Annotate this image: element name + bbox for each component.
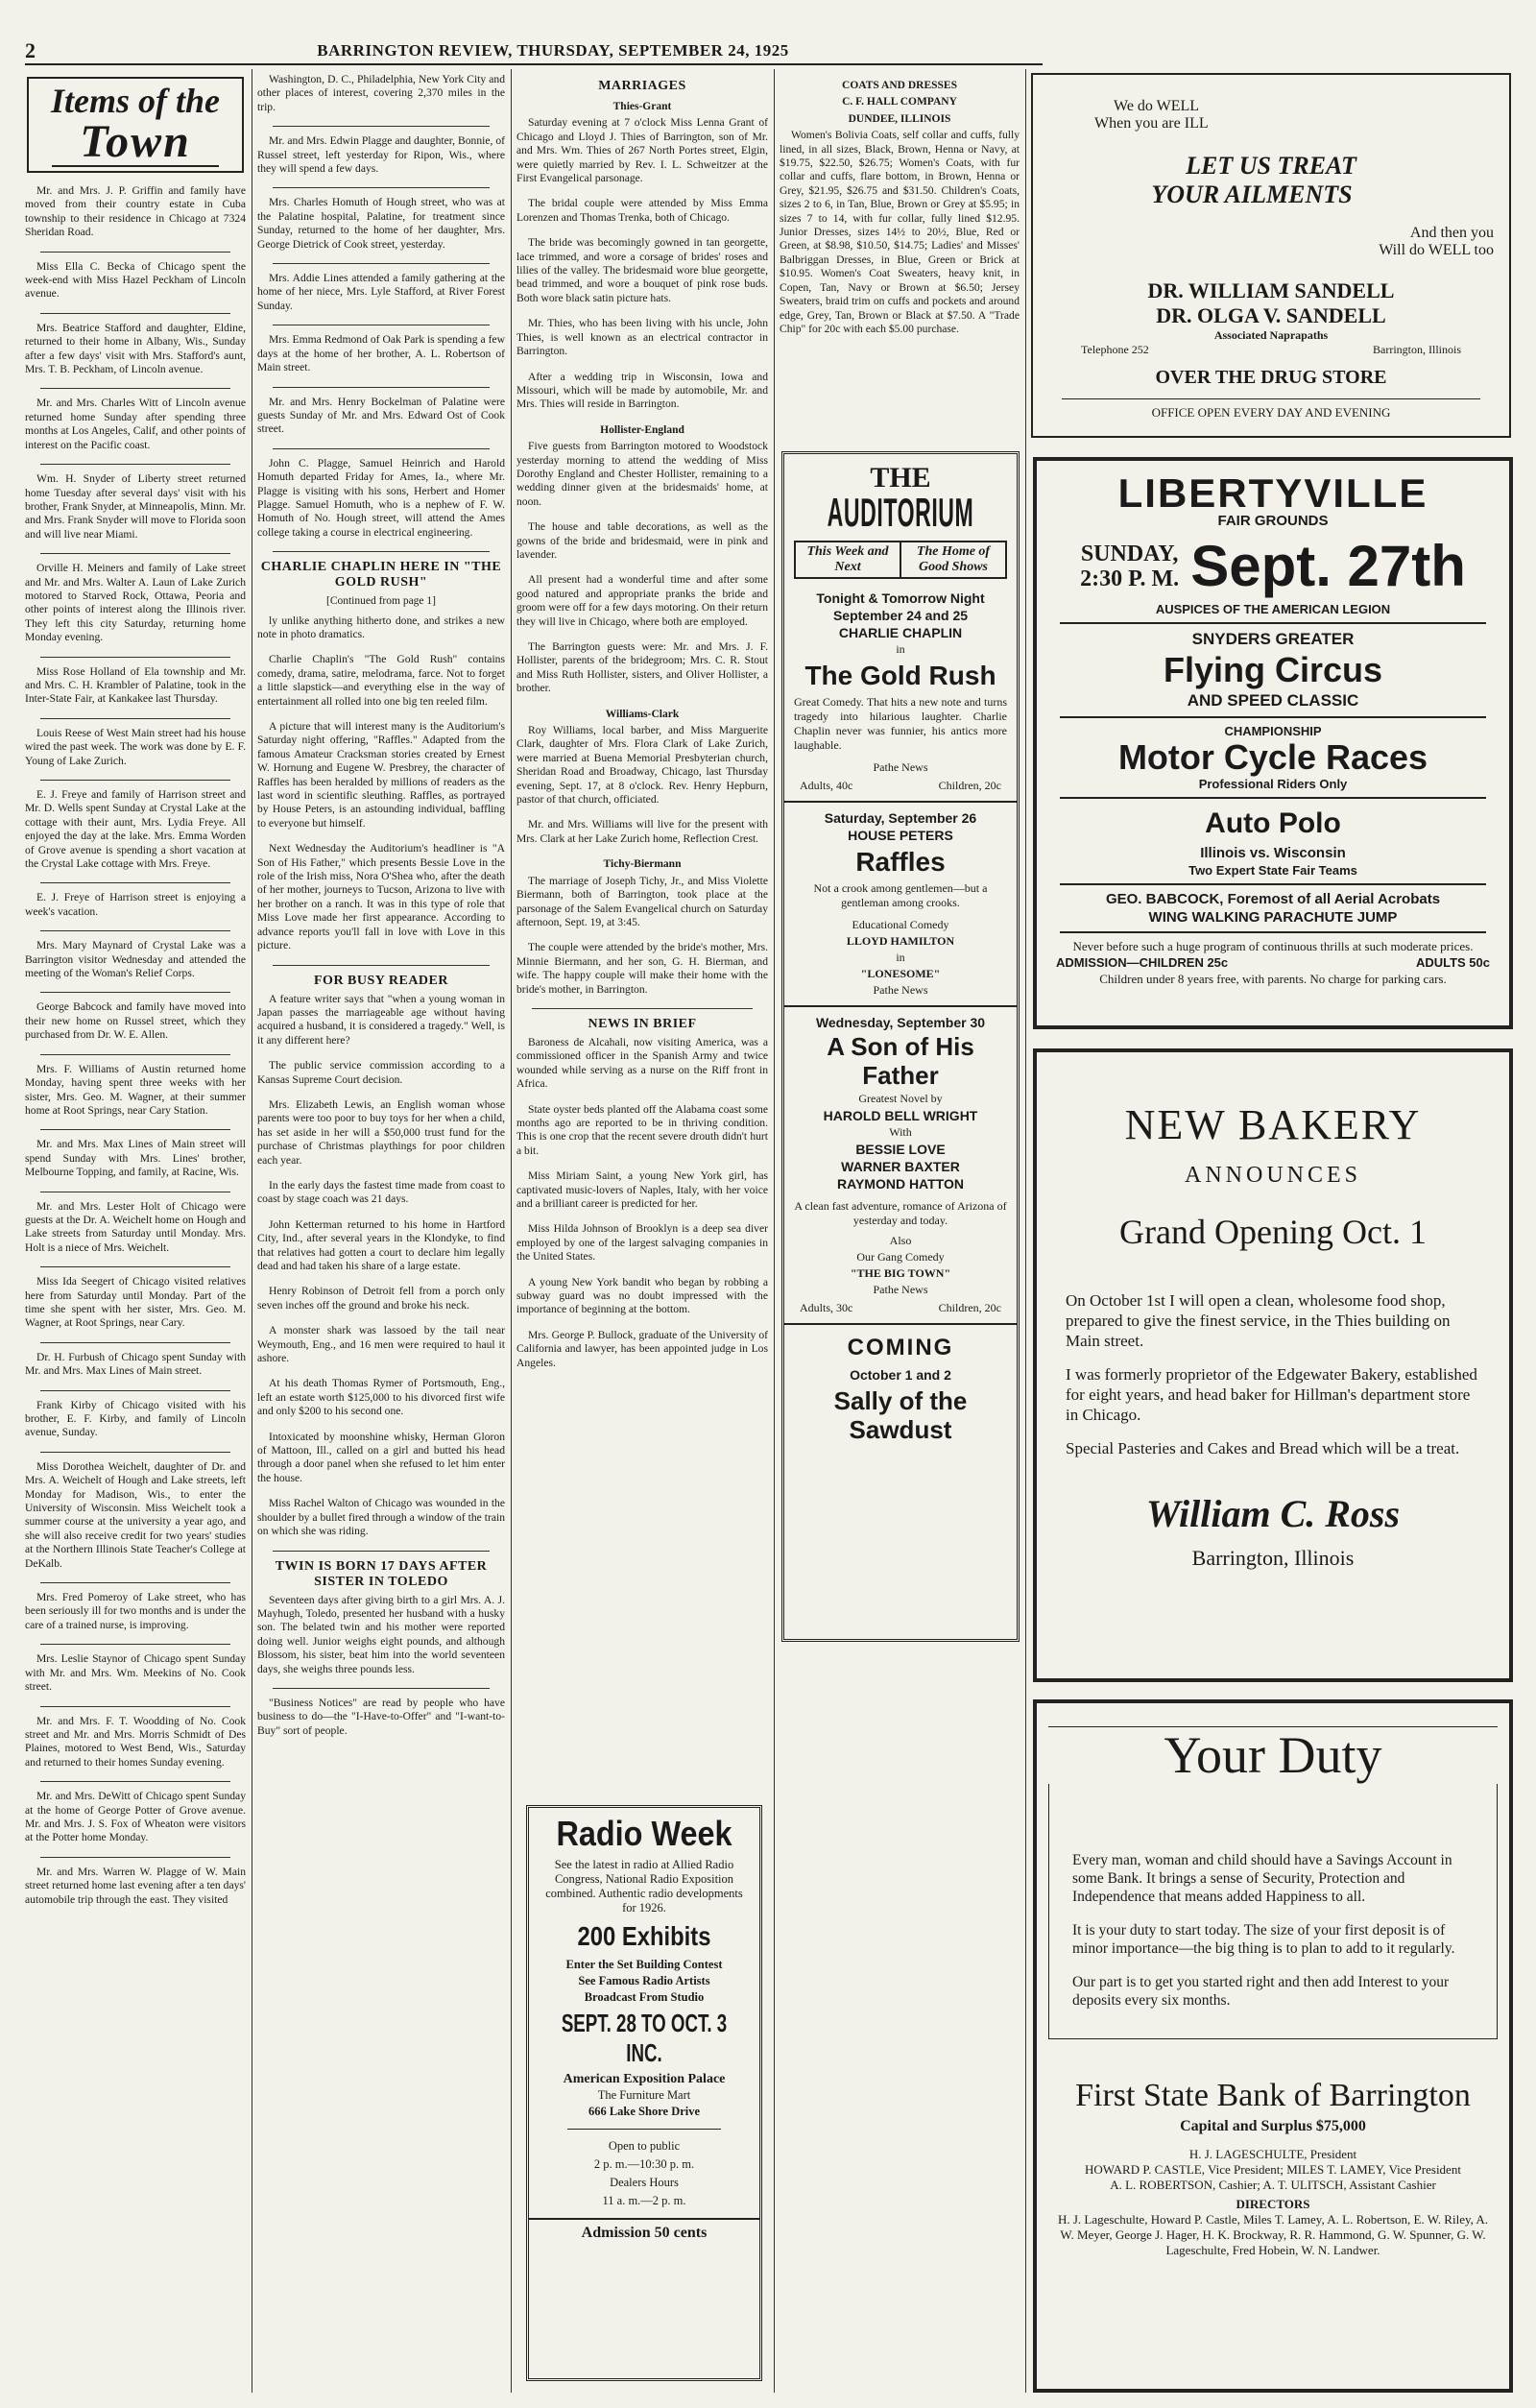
lib-expert: Two Expert State Fair Teams	[1188, 863, 1357, 878]
aud-desc-3: A clean fast adventure, romance of Arizona of yesterday and today.	[794, 1199, 1007, 1227]
paragraph: The marriage of Joseph Tichy, Jr., and Miss Violette Biermann, both of Barrington, took place at the parsonage of the Salem Evangelical church on Saturday afternoon, Sept. 19, at 3:45.	[516, 874, 768, 928]
radio-dealer-hours: 11 a. m.—2 p. m.	[602, 2194, 686, 2207]
bank-capital: Capital and Surplus $75,000	[1180, 2118, 1366, 2134]
chaplin-headline: CHARLIE CHAPLIN HERE IN "THE GOLD RUSH"	[260, 560, 502, 590]
paragraph: Charlie Chaplin's "The Gold Rush" contains comedy, drama, satire, melodrama, farce. Not to forget a little slapstick—and everything else in the way of entertainment all rolled into one big ten reeled film.	[257, 653, 505, 708]
auditorium-ad	[781, 451, 1020, 1642]
bakery-p1: On October 1st I will open a clean, wholesome food shop, prepared to give the finest service, in the Thies building on Main street.	[1066, 1291, 1451, 1350]
aud-cast-1: BESSIE LOVE	[855, 1142, 946, 1157]
sandell-store: OVER THE DRUG STORE	[1155, 367, 1387, 388]
paragraph: Mr. and Mrs. Charles Witt of Lincoln avenue returned home Sunday after spending three months at Los Angeles, Calif, and other points of interest on the Pacific coast.	[25, 397, 246, 451]
radio-open: Open to public	[608, 2139, 681, 2153]
coats-dresses-ad	[780, 73, 1020, 438]
lib-auspices: AUSPICES OF THE AMERICAN LEGION	[1155, 602, 1391, 616]
radio-broadcast: Broadcast From Studio	[584, 1990, 705, 2004]
aud-the: THE	[870, 462, 931, 494]
aud-film-raffles: Raffles	[855, 847, 946, 877]
twin-article	[257, 1594, 505, 1739]
paragraph: John Ketterman returned to his home in Hartford City, Ind., after several years in the Klondyke, to find that relatives had gotten a court to declare him legally dead and had taken his share of a large estate.	[257, 1217, 505, 1272]
paragraph: In the early days the fastest time made from coast to coast by stage coach was 21 days.	[257, 1178, 505, 1206]
paragraph: The public service commission according to a Kansas Supreme Court decision.	[257, 1059, 505, 1086]
radio-contest: Enter the Set Building Contest	[565, 1958, 723, 1971]
aud-greatest-novel: Greatest Novel by	[858, 1092, 943, 1105]
coats-company: C. F. HALL COMPANY	[842, 96, 957, 108]
lib-pro: Professional Riders Only	[1198, 777, 1348, 791]
paragraph: Intoxicated by moonshine whisky, Herman Gloron of Mattoon, Ill., called on a girl and butted his head through a door panel when she refused to let him enter the house.	[257, 1430, 505, 1484]
sandell-tagline	[1094, 98, 1509, 132]
lib-admission: ADMISSION—CHILDREN 25c	[1056, 955, 1229, 970]
sandell-name-2: DR. OLGA V. SANDELL	[1156, 303, 1386, 327]
paragraph: Mr. and Mrs. DeWitt of Chicago spent Sunday at the home of George Potter of Grove avenue. Mr. and Mrs. J. S. Fox of Wheaton were visitors at the Potter home Monday.	[25, 1790, 246, 1844]
paragraph: Mr. and Mrs. J. P. Griffin and family have moved from their country estate in Cuba township to their residence in Chicago at 7324 Sheridan Road.	[25, 184, 246, 239]
new-bakery-ad	[1033, 1048, 1513, 1682]
paragraph: Miss Ida Seegert of Chicago visited relatives here from Saturday until Monday. Part of the time she spent with her sister, Mrs. Geo. M. Wagner, at Root Springs, near Cary.	[25, 1275, 246, 1330]
hollister-england-article	[516, 440, 768, 696]
paragraph: John C. Plagge, Samuel Heinrich and Harold Homuth departed Friday for Ames, Ia., where Mr. Plagge is visiting with his sons, Herbert and Homer Plagge. Samuel Homuth, who is a nephew of F. W. Homuth of No. Hough street, will attend the Ames college taking a course in electrical engineering.	[257, 456, 505, 539]
thies-grant-article	[516, 116, 768, 411]
aud-house-peters: HOUSE PETERS	[848, 828, 953, 843]
paragraph: Mr. and Mrs. Warren W. Plagge of W. Main street returned home last evening after a ten days' automobile trip through the east. They visited	[25, 1865, 246, 1906]
paragraph: Mrs. Elizabeth Lewis, an English woman whose parents were too poor to buy toys for her when a child, has set aside in her will a $50,000 trust fund for the purchase of Christmas playthings for poor children each year.	[257, 1097, 505, 1167]
lib-sub: FAIR GROUNDS	[1217, 513, 1329, 529]
bank-officer-1: H. J. LAGESCHULTE, President	[1188, 2147, 1357, 2161]
paragraph: "Business Notices" are read by people who have business to do—the "I-Have-to-Offer" and "I-want-to-Buy" sort of people.	[257, 1696, 505, 1737]
aud-educational: Educational Comedy	[852, 918, 949, 931]
aud-in-2: in	[896, 951, 905, 964]
paragraph: The Barrington guests were: Mr. and Mrs. J. F. Hollister, parents of the bridegroom; Mrs. C. R. Stout and Miss Ruth Hollister, sisters, and Oliver Hollister, a brother.	[516, 640, 768, 695]
lib-day: SUNDAY,	[1080, 542, 1179, 566]
sandell-l4: Will do WELL too	[1379, 242, 1494, 258]
paragraph: Mrs. Leslie Staynor of Chicago spent Sunday with Mr. and Mrs. Wm. Meekins of No. Cook street.	[25, 1652, 246, 1694]
williams-clark-article	[516, 724, 768, 846]
radio-dealers: Dealers Hours	[610, 2176, 679, 2189]
paragraph: Miss Hilda Johnson of Brooklyn is a deep sea diver employed by one of the largest salvaging companies in the United States.	[516, 1222, 768, 1264]
paragraph: Roy Williams, local barber, and Miss Marguerite Clark, daughter of Mrs. Flora Clark of Lake Zurich, were married at Buena Memorial Presbyterian church, Sheridan Road and Broadway, Chicago, last Thursday evening, Sept. 17, at 8 o'clock. Rev. Henry Hepburn, pastor of that church, officiated.	[516, 724, 768, 807]
aud-tonight: Tonight & Tomorrow Night	[816, 590, 985, 606]
sandell-name-1: DR. WILLIAM SANDELL	[1147, 278, 1395, 302]
page-number: 2	[25, 38, 36, 62]
paragraph: Saturday evening at 7 o'clock Miss Lenna Grant of Chicago and Lloyd J. Thies of Barrington, son of Mr. and Mrs. Wm. Thies of 267 North Portes street, Elgin, were quietly married by Rev. I. L. Schweitzer at the First Evangelical parsonage.	[516, 116, 768, 185]
paragraph: Mr. and Mrs. Edwin Plagge and daughter, Bonnie, of Russel street, left yesterday for Ripon, Wis., where they will spend a few days.	[257, 134, 505, 176]
aud-dates-1: September 24 and 25	[832, 608, 969, 623]
aud-chaplin: CHARLIE CHAPLIN	[838, 625, 963, 640]
bakery-p3: Special Pasteries and Cakes and Bread which will be a treat.	[1066, 1439, 1460, 1457]
lib-title: LIBERTYVILLE	[1117, 470, 1428, 516]
aud-saturday: Saturday, September 26	[824, 810, 977, 826]
paragraph: Five guests from Barrington motored to Woodstock yesterday morning to attend the wedding of Miss Dorothy England and Chester Hollister, remaining to a wedding dinner given at the bridesmaids' home, at noon.	[516, 440, 768, 508]
busy-reader-article	[257, 993, 505, 1539]
paragraph: Mr. and Mrs. Max Lines of Main street will spend Sunday with Mrs. Lines' brother, Melbourne Topping, and family, at Racine, Wis.	[25, 1138, 246, 1179]
aud-children-3: Children, 20c	[938, 1301, 1001, 1314]
paragraph: Washington, D. C., Philadelphia, New York City and other places of interest, covering 2,370 miles in the trip.	[257, 73, 505, 113]
lib-illinois-wisconsin: Illinois vs. Wisconsin	[1200, 845, 1346, 861]
radio-venue: American Exposition Palace	[563, 2072, 726, 2086]
page-header	[25, 38, 1043, 65]
column-three	[516, 73, 768, 1782]
sandell-telephone: Telephone 252	[1081, 343, 1149, 356]
subhead-tichy-biermann: Tichy-Biermann	[603, 858, 682, 871]
paragraph: Miss Miriam Saint, a young New York girl, has captivated music-lovers of Naples, Italy, with her voice and a brilliant career is predicted for her.	[516, 1169, 768, 1210]
bakery-title: NEW BAKERY	[1124, 1101, 1422, 1148]
tichy-biermann-article	[516, 875, 768, 997]
lib-auto-polo: Auto Polo	[1205, 807, 1341, 839]
aud-news-1: Pathe News	[873, 760, 928, 774]
aud-wright: HAROLD BELL WRIGHT	[823, 1108, 978, 1123]
paragraph: State oyster beds planted off the Alabama coast some months ago are reported to be in thriving condition. This is one crop that the recent severe drouth didn't hurt a bit.	[516, 1102, 768, 1157]
aud-our-gang: Our Gang Comedy	[856, 1250, 945, 1264]
aud-cast-3: RAYMOND HATTON	[837, 1176, 964, 1192]
bakery-town: Barrington, Illinois	[1191, 1546, 1355, 1570]
paragraph: Mrs. George P. Bullock, graduate of the University of California and lawyer, has been appointed judge in Los Angeles.	[516, 1328, 768, 1369]
paragraph: Miss Ella C. Becka of Chicago spent the week-end with Miss Hazel Peckham of Lincoln avenue.	[25, 259, 246, 301]
aud-tags	[794, 541, 1007, 579]
sandell-l2: When you are ILL	[1094, 115, 1209, 132]
aud-in-1: in	[896, 642, 905, 656]
paragraph: Mrs. Beatrice Stafford and daughter, Eldine, returned to their home in Albany, Wis., Sunday after a few days' visit with Mrs. Stafford's aunt, Mrs. T. B. Peckham, of Lincoln avenue.	[25, 321, 246, 376]
sandell-h1: LET US TREAT	[1186, 152, 1356, 180]
bank-name: First State Bank of Barrington	[1075, 2078, 1471, 2113]
paragraph: Mrs. F. Williams of Austin returned home Monday, having spent three weeks with her sister, Mrs. Geo. M. Wagner, at their summer home at Root Springs, near Cary Station.	[25, 1062, 246, 1117]
column-rule	[774, 69, 775, 2393]
aud-big-town: "THE BIG TOWN"	[850, 1266, 951, 1280]
bakery-p2: I was formerly proprietor of the Edgewater Bakery, established for eight years, and head baker for Hillman's department store in Chicago.	[1066, 1365, 1477, 1424]
sandell-ad	[1031, 73, 1511, 438]
radio-dates: SEPT. 28 TO OCT. 3 INC.	[561, 2009, 728, 2067]
continued-note: [Continued from page 1]	[325, 595, 436, 608]
aud-news-3: Pathe News	[873, 1283, 928, 1296]
coats-location: DUNDEE, ILLINOIS	[848, 112, 951, 125]
paragraph: Dr. H. Furbush of Chicago spent Sunday with Mr. and Mrs. Max Lines of Main street.	[25, 1350, 246, 1378]
paragraph: Baroness de Alcahali, now visiting America, was a commissioned officer in the Spanish Army and twice wounded while serving as a nurse on the Riff front in Africa.	[516, 1035, 768, 1091]
paragraph: Orville H. Meiners and family of Lake street and Mr. and Mrs. Walter A. Laun of Lake Zurich motored to Starved Rock, Ottawa, Peoria and other points of interest along the Illinois river. They left this city Saturday, returning home Monday evening.	[25, 562, 246, 644]
aud-film-gold-rush: The Gold Rush	[804, 661, 996, 690]
aud-desc-1: Great Comedy. That hits a new note and turns tragedy into hilarious laughter. Charlie Chaplin never was funnier, his antics more laughable.	[794, 695, 1007, 752]
bank-ad	[1033, 1699, 1513, 2393]
aud-lloyd-hamilton: LLOYD HAMILTON	[846, 934, 955, 948]
bank-title: Your Duty	[1164, 1726, 1382, 1784]
radio-intro: See the latest in radio at Allied Radio Congress, National Radio Exposition combined. Authentic radio developments for 1926.	[545, 1858, 743, 1914]
aud-film-sally: Sally of the Sawdust	[833, 1386, 968, 1444]
paragraph: ly unlike anything hitherto done, and strikes a new note in photo dramatics.	[257, 614, 505, 640]
aud-desc-2: Not a crook among gentlemen—but a gentleman among crooks.	[813, 881, 988, 909]
lib-champ: CHAMPIONSHIP	[1224, 724, 1322, 738]
aud-news-2: Pathe News	[873, 983, 928, 997]
marriages-headline: MARRIAGES	[598, 79, 686, 93]
paragraph: Mrs. Emma Redmond of Oak Park is spending a few days at the home of her brother, A. L. Robertson of Main street.	[257, 333, 505, 374]
radio-address: 666 Lake Shore Drive	[588, 2105, 701, 2118]
paragraph: A feature writer says that "when a young woman in Japan passes the marriageable age without having acquired a husband, it is considered a tragedy." Well, is it any different here?	[257, 992, 505, 1047]
paragraph: Miss Rachel Walton of Chicago was wounded in the shoulder by a bullet fired through a window of the train on which she was riding.	[257, 1497, 505, 1538]
paragraph: Henry Robinson of Detroit fell from a porch only seven inches off the ground and broke his neck.	[257, 1285, 505, 1312]
column-items-of-the-town	[25, 73, 246, 2396]
subhead-hollister-england: Hollister-England	[600, 423, 684, 436]
bank-p1: Every man, woman and child should have a Savings Account in some Bank. It brings a sense of Security, Protection and Independence that means added Happiness to all.	[1072, 1852, 1452, 1905]
radio-mart: The Furniture Mart	[597, 2088, 691, 2102]
aud-cast-2: WARNER BAXTER	[841, 1159, 960, 1174]
paragraph: Mrs. Fred Pomeroy of Lake street, who has been seriously ill for two months and is under the care of a trained nurse, is improving.	[25, 1591, 246, 1631]
sandell-l3: And then you	[1409, 225, 1494, 241]
local-items	[257, 73, 505, 540]
sandell-assoc: Associated Naprapaths	[1213, 328, 1329, 342]
aud-with: With	[889, 1125, 912, 1139]
items-of-the-town-heading	[27, 77, 244, 173]
aud-coming-dates: October 1 and 2	[850, 1367, 951, 1383]
heading-line-2: Town	[52, 119, 219, 167]
paragraph: Mr. and Mrs. Lester Holt of Chicago were guests at the Dr. A. Weichelt home on Hough and Lake streets from Saturday until Monday. Mrs. Holt is a niece of Mrs. Weichelt.	[25, 1199, 246, 1254]
aud-adults-1: Adults, 40c	[800, 779, 853, 792]
paragraph: Next Wednesday the Auditorium's headliner is "A Son of His Father," which presents Bessie Love in the role of the Irish miss, Nora O'Shea who, after the death of her mother, journeys to Tucson, Arizona to live with her brother on a ranch. It was in this type of role that Miss Love made her first appearance. According to advance reports you'll fall in love with Love in this picture.	[257, 842, 505, 952]
paragraph: E. J. Freye and family of Harrison street and Mr. D. Wells spent Sunday at Crystal Lake at the cottage with their aunt, Mrs. Lydia Freye. All enjoyed the day at the lake. Mrs. Emma Worden of Grove avenue is spending a short vacation at the Crystal Lake cottage with Mrs. Freye.	[25, 788, 246, 871]
paragraph: A monster shark was lassoed by the tail near Weymouth, Eng., and 16 men were required to haul it ashore.	[257, 1324, 505, 1365]
paragraph: Mr. and Mrs. Henry Bockelman of Palatine were guests Sunday of Mr. and Mrs. Edward Ost of Cook street.	[257, 395, 505, 436]
column-two	[257, 73, 505, 2396]
bakery-announces: ANNOUNCES	[1184, 1163, 1361, 1188]
paragraph: Frank Kirby of Chicago visited with his brother, E. F. Kirby, and family of Lincoln avenue, Sunday.	[25, 1398, 246, 1439]
coats-body: Women's Bolivia Coats, self collar and cuffs, fully lined, in all sizes, Black, Brown, Henna or Navy, at $19.75, $22.50, $26.75; Women's Coats, with fur collar and cuffs, flare bottom, in Brown, Henna or Grey, $21.95, $26.75 and $31.50. Children's Coats, sizes 2 to 6, in Tan, Blue, Brown or Grey at $5.95; in sizes 7 to 14, with fur collar, fully lined $12.95. Junior Dresses, sizes 14½ to 20½, Blue, Red or Green, at $8.98, $10.50, $14.75; Ladies' and Misses' Balbriggan Dresses, in Blue, Green or Brick at $10.95. Women's Coat Sweaters, heavy knit, in Copen, Tan, Navy or Brown at $6.50; Jersey Sweaters, braid trim on cuffs and pockets and around edge, Grey, Tan, Brown or Black at $7.50. A "Trade Chip" for 20c with each $5.00 purchase.	[780, 129, 1020, 335]
busy-reader-headline: FOR BUSY READER	[314, 973, 448, 988]
lib-time: 2:30 P. M.	[1080, 566, 1180, 591]
sandell-town: Barrington, Illinois	[1373, 343, 1461, 356]
paragraph: A picture that will interest many is the Auditorium's Saturday night offering, "Raffles." Adapted from the famous Amateur Cracksman stories created by Ernest W. Hornung and Eugene W. Presbrey, the character of Raffles has been heralded by millions of readers as the last word in scientific sleuthing. Raffles, as portrayed by House Peters, is an astounding individual, baffling to everyone but himself.	[257, 720, 505, 830]
paragraph: The bride was becomingly gowned in tan georgette, lace trimmed, and wore a corsage of brides' roses and lilies of the valley. The bridesmaid wore blue georgette, bead trimmed, and wore a bouquet of pink rose buds. Both wore black satin picture hats.	[516, 236, 768, 304]
lib-babcock: GEO. BABCOCK, Foremost of all Aerial Acrobats	[1105, 891, 1441, 907]
aud-tag-home: The Home of Good Shows	[916, 544, 991, 574]
paragraph: The bridal couple were attended by Miss Emma Lorenzen and Thomas Trenka, both of Chicago.	[516, 197, 768, 224]
paragraph: Mrs. Addie Lines attended a family gathering at the home of her niece, Mrs. Lyle Stafford, at River Forest Sunday.	[257, 272, 505, 312]
lib-motor-cycle: Motor Cycle Races	[1117, 737, 1428, 777]
paragraph: Mrs. Mary Maynard of Crystal Lake was a Barrington visitor Wednesday and attended the meeting of the Woman's Relief Corps.	[25, 939, 246, 980]
paragraph: Mrs. Charles Homuth of Hough street, who was at the Palatine hospital, Palatine, for treatment since Sunday, returned to the home of her daughter, Mrs. George Dietrick of Cook street, yesterday.	[257, 196, 505, 251]
column-rule	[1025, 69, 1026, 2393]
lib-wing-walking: WING WALKING PARACHUTE JUMP	[1148, 909, 1398, 926]
lib-free: Children under 8 years free, with parents. No charge for parking cars.	[1099, 972, 1447, 986]
paragraph: The couple were attended by the bride's mother, Mrs. Minnie Biermann, and her son, G. H. Bierman, and wife. The happy couple will make their home with the bride's mother, in Barrington.	[516, 941, 768, 996]
bank-directors-label: DIRECTORS	[1236, 2197, 1310, 2211]
paragraph: Louis Reese of West Main street had his house wired the past week. The work was done by E. F. Young of Lake Zurich.	[25, 726, 246, 767]
paragraph: Mr. and Mrs. F. T. Woodding of No. Cook street and Mr. and Mrs. Morris Schmidt of Des Plaines, motored to West Bend, Wis., Saturday and returned to their homes Sunday evening.	[25, 1714, 246, 1769]
radio-week-ad	[526, 1805, 762, 2381]
heading-line-1: Items of the	[51, 82, 220, 120]
paragraph: The house and table decorations, as well as the gowns of the bride and bridesmaid, were in pink and lavender.	[516, 520, 768, 561]
lib-date: Sept. 27th	[1190, 534, 1466, 598]
news-in-brief-article	[516, 1036, 768, 1370]
bank-p3: Our part is to get you started right and then add Interest to your deposits every six months.	[1072, 1974, 1450, 2009]
aud-wednesday: Wednesday, September 30	[815, 1015, 986, 1030]
aud-adults-3: Adults, 30c	[800, 1301, 853, 1314]
radio-artists: See Famous Radio Artists	[578, 1974, 710, 1987]
paragraph: At his death Thomas Rymer of Portsmouth, Eng., left an estate worth $125,000 to his divorced first wife and only $200 to his second one.	[257, 1377, 505, 1418]
lib-adults: ADULTS 50c	[1415, 955, 1490, 970]
aud-children-1: Children, 20c	[938, 779, 1001, 792]
paragraph: Wm. H. Snyder of Liberty street returned home Tuesday after several days' visit with his brother, Frank Snyder, at Minneapolis, Minn. Mr. and Mrs. Frank Snyder will move to Florida soon and will live near Miami.	[25, 472, 246, 541]
chaplin-article	[257, 614, 505, 953]
paragraph: E. J. Freye of Harrison street is enjoying a week's vacation.	[25, 891, 246, 918]
news-in-brief-headline: NEWS IN BRIEF	[588, 1016, 697, 1031]
sandell-office: OFFICE OPEN EVERY DAY AND EVENING	[1062, 398, 1480, 421]
paragraph: Seventeen days after giving birth to a girl Mrs. A. J. Mayhugh, Toledo, presented her husband with a husky son. The belated twin and his mother were reported doing well. Junior weighs eight pounds, and although Blossom, his sister, beat him into the world seventeen days, she weighs three pounds less.	[257, 1593, 505, 1675]
subhead-williams-clark: Williams-Clark	[605, 708, 680, 720]
bank-officer-2: HOWARD P. CASTLE, Vice President; MILES T. LAMEY, Vice President	[1085, 2162, 1461, 2177]
radio-admission: Admission 50 cents	[581, 2225, 708, 2241]
radio-title: Radio Week	[556, 1814, 732, 1853]
paragraph: Miss Dorothea Weichelt, daughter of Dr. and Mrs. A. Weichelt of Hough and Lake streets, left Monday for Madison, Wis., to enter the University of Wisconsin. Miss Weichelt took a summer course at the university a year ago, and she will also receive credit for two years' studies at the Northern Illinois State Teacher's College at DeKalb.	[25, 1459, 246, 1570]
aud-also: Also	[889, 1234, 912, 1247]
lib-flying-circus: Flying Circus	[1163, 650, 1383, 689]
column-rule	[511, 69, 512, 2393]
lib-never: Never before such a huge program of continuous thrills at such moderate prices.	[1072, 939, 1474, 953]
bank-directors: H. J. Lageschulte, Howard P. Castle, Miles T. Lamey, A. L. Robertson, E. W. Riley, A. W. Meyer, George J. Hager, H. K. Brockway, R. R. Hammond, G. W. Spunner, G. W. Lageschulte, Fred Hobein, W. N. Landwer.	[1057, 2212, 1489, 2257]
twin-headline: TWIN IS BORN 17 DAYS AFTER SISTER IN TOLEDO	[275, 1558, 488, 1589]
bakery-signature: William C. Ross	[1145, 1492, 1401, 1535]
sandell-h2: YOUR AILMENTS	[1151, 181, 1353, 208]
bank-officer-3: A. L. ROBERTSON, Cashier; A. T. ULITSCH, Assistant Cashier	[1110, 2178, 1436, 2192]
coats-heading: COATS AND DRESSES	[842, 80, 957, 91]
paragraph: All present had a wonderful time and after some good natured and appropriate pranks the bride and groom were off for a few days motoring. On their return they will live in Chicago, where both are employed.	[516, 573, 768, 628]
masthead: BARRINGTON REVIEW, THURSDAY, SEPTEMBER 24, 1925	[317, 41, 789, 60]
lib-snyders: SNYDERS GREATER	[1191, 630, 1355, 648]
paragraph: Miss Rose Holland of Ela township and Mr. and Mrs. C. H. Krambler of Palatine, took in the Inter-State Fair, at Kankakee last Thursday.	[25, 664, 246, 706]
aud-tag-week: This Week and Next	[796, 542, 901, 577]
lib-speed: AND SPEED CLASSIC	[1187, 691, 1359, 710]
sandell-l1: We do WELL	[1114, 98, 1200, 114]
paragraph: A young New York bandit who began by robbing a subway guard was no doubt impressed with the importance of beginning at the bottom.	[516, 1275, 768, 1316]
paragraph: Mr. and Mrs. Williams will live for the present with Mrs. Clark at her Lake Zurich home, Reflection Crest.	[516, 818, 768, 845]
aud-coming: COMING	[847, 1335, 954, 1361]
libertyville-ad	[1033, 457, 1513, 1029]
subhead-thies-grant: Thies-Grant	[612, 101, 672, 112]
aud-film-son: A Son of His Father	[827, 1032, 974, 1090]
aud-lonesome: "LONESOME"	[860, 967, 941, 980]
paragraph: After a wedding trip in Wisconsin, Iowa and Missouri, which will be made by automobile, Mr. and Mrs. Thies will reside in Barrington.	[516, 370, 768, 411]
paragraph: George Babcock and family have moved into their new home on Russel street, which they purchased from Dr. W. E. Allen.	[25, 1000, 246, 1042]
paragraph: Mr. Thies, who has been living with his uncle, John Thies, is well known as an electrical contractor in Barrington.	[516, 317, 768, 358]
items-list	[25, 184, 246, 1907]
bakery-grand-opening: Grand Opening Oct. 1	[1119, 1213, 1427, 1251]
bank-p2: It is your duty to start today. The size of your first deposit is of minor importance—the big thing is to plan to add to it regularly.	[1072, 1922, 1455, 1957]
radio-exhibits: 200 Exhibits	[577, 1921, 711, 1951]
radio-public-hours: 2 p. m.—10:30 p. m.	[593, 2157, 695, 2171]
aud-name: AUDITORIUM	[827, 490, 974, 535]
